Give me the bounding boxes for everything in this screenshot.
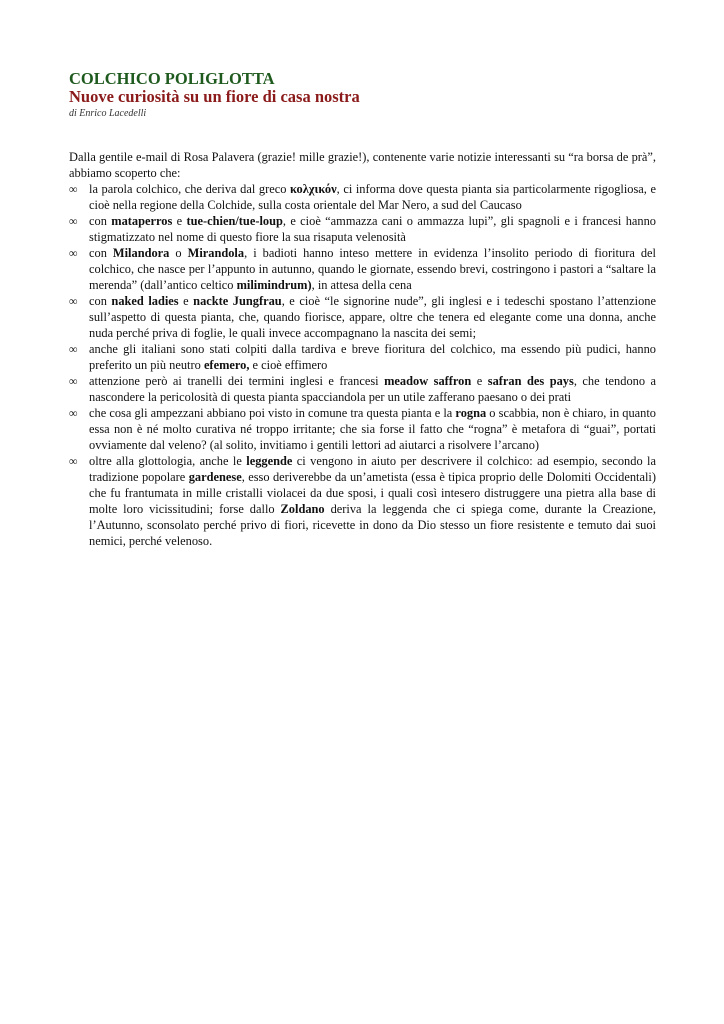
text-run: , in attesa della cena	[311, 278, 412, 292]
article	[69, 70, 656, 549]
list-item	[69, 341, 656, 373]
text-run: con	[89, 246, 113, 260]
text-run: , e cioè “le signorine nude”, gli inglesi e i tedeschi spostano l’attenzione sull’aspetto di questa pianta, che, quando fiorisce, appare, oltre che tenera ed elegante come una donna, anche nuda perché priva di foglie, le quali invece accompagnano la nascita dei semi;	[89, 294, 656, 340]
list-item	[69, 293, 656, 341]
bold-term: rogna	[455, 406, 487, 420]
infinity-bullet-icon: ∞	[69, 454, 78, 468]
text-run: , esso deriverebbe da un’ametista (essa è tipica proprio delle Dolomiti Occidentali) che fu frantumata in mille cristalli violacei da due sposi, i quali così intesero distruggere una pietra alla base di molte loro vicissitudini; forse dallo	[89, 470, 656, 516]
bold-term: Zoldano	[280, 502, 325, 516]
text-run: con	[89, 214, 112, 228]
list-item	[69, 405, 656, 453]
bold-term: Milandora	[112, 246, 170, 260]
bold-term: gardenese	[188, 470, 242, 484]
list-item	[69, 245, 656, 293]
article-title: COLCHICO POLIGLOTTA	[69, 69, 275, 88]
infinity-bullet-icon: ∞	[69, 246, 78, 260]
bold-term: meadow saffron	[384, 374, 472, 388]
text-run: o scabbia, non è chiaro, in quanto essa non è né molto curativa né troppo irritante; che sia forse il fatto che “rogna” è metafora di “guai”, portati ovviamente dal veleno? (al solito, invitiamo i gentili lettori ad aiutarci a risolvere l’arcano)	[89, 406, 656, 452]
bold-term: nackte Jungfrau	[193, 294, 282, 308]
text-run: anche gli italiani sono stati colpiti dalla tardiva e breve fioritura del colchico, ma essendo più pudici, hanno preferito un più neutro	[89, 342, 656, 372]
bold-term: leggende	[246, 454, 293, 468]
text-run: attenzione però ai tranelli dei termini inglesi e francesi	[89, 374, 385, 388]
bullet-list	[69, 181, 656, 549]
text-run: , i badioti hanno inteso mettere in evidenza l’insolito periodo di fioritura del colchico, che nasce per l’appunto in autunno, quando le giornate, essendo brevi, costringono i pastori a “saltare la merenda” (dall’antico celtico	[89, 246, 656, 292]
infinity-bullet-icon: ∞	[69, 342, 78, 356]
text-run: , ci informa dove questa pianta sia particolarmente rigogliosa, e cioè nella regione della Colchide, sulla costa orientale del Mar Nero, a sud del Caucaso	[89, 182, 656, 212]
list-item	[69, 373, 656, 405]
text-run: ci vengono in aiuto per descrivere il colchico: ad esempio, secondo la tradizione popolare	[89, 454, 656, 484]
list-item	[69, 453, 656, 549]
bold-term: safran des pays	[487, 374, 574, 388]
text-run: , e cioè “ammazza cani o ammazza lupi”, gli spagnoli e i francesi hanno stigmatizzato nel nome di questo fiore la sua risaputa velenosità	[89, 214, 656, 244]
text-run: , che tendono a nascondere la pericolosità di questa pianta spacciandola per un utile zafferano paesano o dei prati	[89, 374, 657, 404]
bold-term: κολχικόν	[290, 182, 337, 196]
infinity-bullet-icon: ∞	[69, 406, 78, 420]
list-item	[69, 213, 656, 245]
text-run: o	[169, 246, 188, 260]
list-item	[69, 181, 656, 213]
text-run: e	[178, 294, 194, 308]
bold-term: milimindrum)	[236, 278, 312, 292]
text-run: la parola colchico, che deriva dal greco	[89, 182, 290, 196]
text-run: e	[172, 214, 187, 228]
infinity-bullet-icon: ∞	[69, 182, 78, 196]
text-run: con	[89, 294, 112, 308]
intro-paragraph: Dalla gentile e-mail di Rosa Palavera (grazie! mille grazie!), contenente varie notizie interessanti su “ra borsa de prà”, abbiamo scoperto che:	[69, 150, 656, 180]
infinity-bullet-icon: ∞	[69, 214, 78, 228]
text-run: deriva la leggenda che ci spiega come, durante la Creazione, l’Autunno, sconsolato perché privo di fiori, ricevette in dono da Dio stesso un fiore resistente e temuto dai suoi nemici, perché velenoso.	[89, 502, 656, 548]
infinity-bullet-icon: ∞	[69, 294, 78, 308]
article-subtitle: Nuove curiosità su un fiore di casa nostra	[69, 87, 360, 106]
bold-term: mataperros	[111, 214, 173, 228]
text-run: e cioè effimero	[249, 358, 328, 372]
bold-term: naked ladies	[111, 294, 179, 308]
bold-term: efemero,	[203, 358, 250, 372]
article-author: di Enrico Lacedelli	[69, 108, 147, 119]
bold-term: Mirandola	[187, 246, 245, 260]
bold-term: tue-chien/tue-loup	[186, 214, 283, 228]
text-run: oltre alla glottologia, anche le	[89, 454, 247, 468]
infinity-bullet-icon: ∞	[69, 374, 78, 388]
text-run: che cosa gli ampezzani abbiano poi visto in comune tra questa pianta e la	[89, 406, 456, 420]
text-run: e	[471, 374, 488, 388]
